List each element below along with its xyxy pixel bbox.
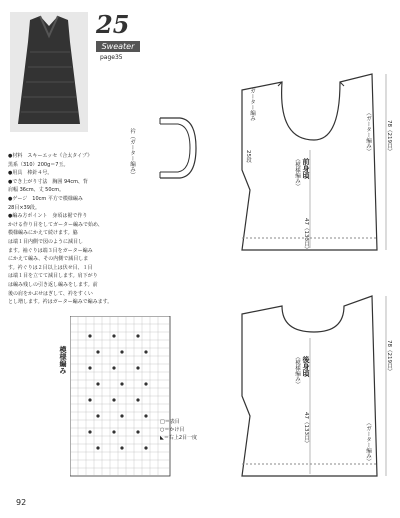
chart-legend (160, 418, 197, 442)
spec-line: は編み残しの引き返し編みをします。前 (8, 281, 98, 288)
spec-line: 肩幅 36cm、丈 50cm。 (8, 187, 65, 194)
front-dimension: 25段 (245, 150, 251, 163)
spec-line: ●用具 棒針４号。 (8, 170, 53, 177)
legend-item: ◣＝右上2目一度 (160, 435, 198, 441)
back-label: 後身頃 (302, 356, 310, 377)
spec-line: ●でき上がり寸法 胸囲 94cm、背 (8, 178, 88, 185)
spec-line: は端１目内側で図のように減目し (8, 238, 84, 245)
spec-line: ●編み方ポイント 身頃は裾で作り (8, 213, 88, 220)
front-sub-label: （模様編み） (294, 156, 300, 189)
collar-diagram (150, 108, 200, 188)
back-sub-label: （模様編み） (294, 354, 300, 387)
back-hem-label: （ガーター編み） (365, 420, 371, 464)
sweater-photo (10, 12, 88, 132)
front-hem-label: （ガーター編み） (365, 110, 371, 154)
spec-line: 黒系（310）200g＝7玉。 (8, 161, 69, 168)
spec-line: 後の肩をかぶせはぎして、衿をすくい (8, 290, 93, 297)
collar-label: 衿（ガーター編み） (129, 128, 135, 178)
category-tag: Sweater (96, 41, 140, 52)
spec-line: は端１目を立てて減目します。肩下がり (8, 273, 98, 280)
back-dimension: 47（133目） (303, 412, 309, 446)
legend-item: ○＝かけ目 (160, 427, 185, 433)
spec-line: にかえて編み、その内側で減目しま (8, 256, 89, 263)
page-reference: page35 (100, 54, 123, 61)
spec-line: とし増します。衿はガーター編みで編みます。 (8, 299, 113, 306)
garter-label: ガーター編み (249, 88, 255, 121)
back-dimension: 78（219目） (386, 340, 392, 374)
spec-line: ●ゲージ 10cm 平方で模様編み (8, 195, 83, 202)
chart-title: 模様編み (59, 346, 67, 374)
spec-line: ●材料 スキーエッセ《合太タイプ》 (8, 153, 93, 159)
spec-line: す。衿ぐりは２目以上は伏せ目、１目 (8, 264, 93, 271)
spec-line: かける作り目をしてガーター編みで始め、 (8, 221, 103, 228)
front-label: 前身頃 (302, 158, 310, 179)
front-dimension: 78（219目） (386, 120, 392, 154)
legend-item: □＝表目 (160, 419, 180, 425)
stitch-chart (70, 316, 180, 486)
spec-line: ます。袖ぐりは端３目をガーター編み (8, 247, 93, 254)
pattern-number: 25 (96, 10, 130, 39)
spec-line: 28目×39段。 (8, 204, 40, 211)
front-dimension: 47（133目） (303, 218, 309, 252)
page-number: 92 (16, 498, 27, 507)
spec-line: 模様編みにかえて続けます。脇 (8, 230, 78, 237)
